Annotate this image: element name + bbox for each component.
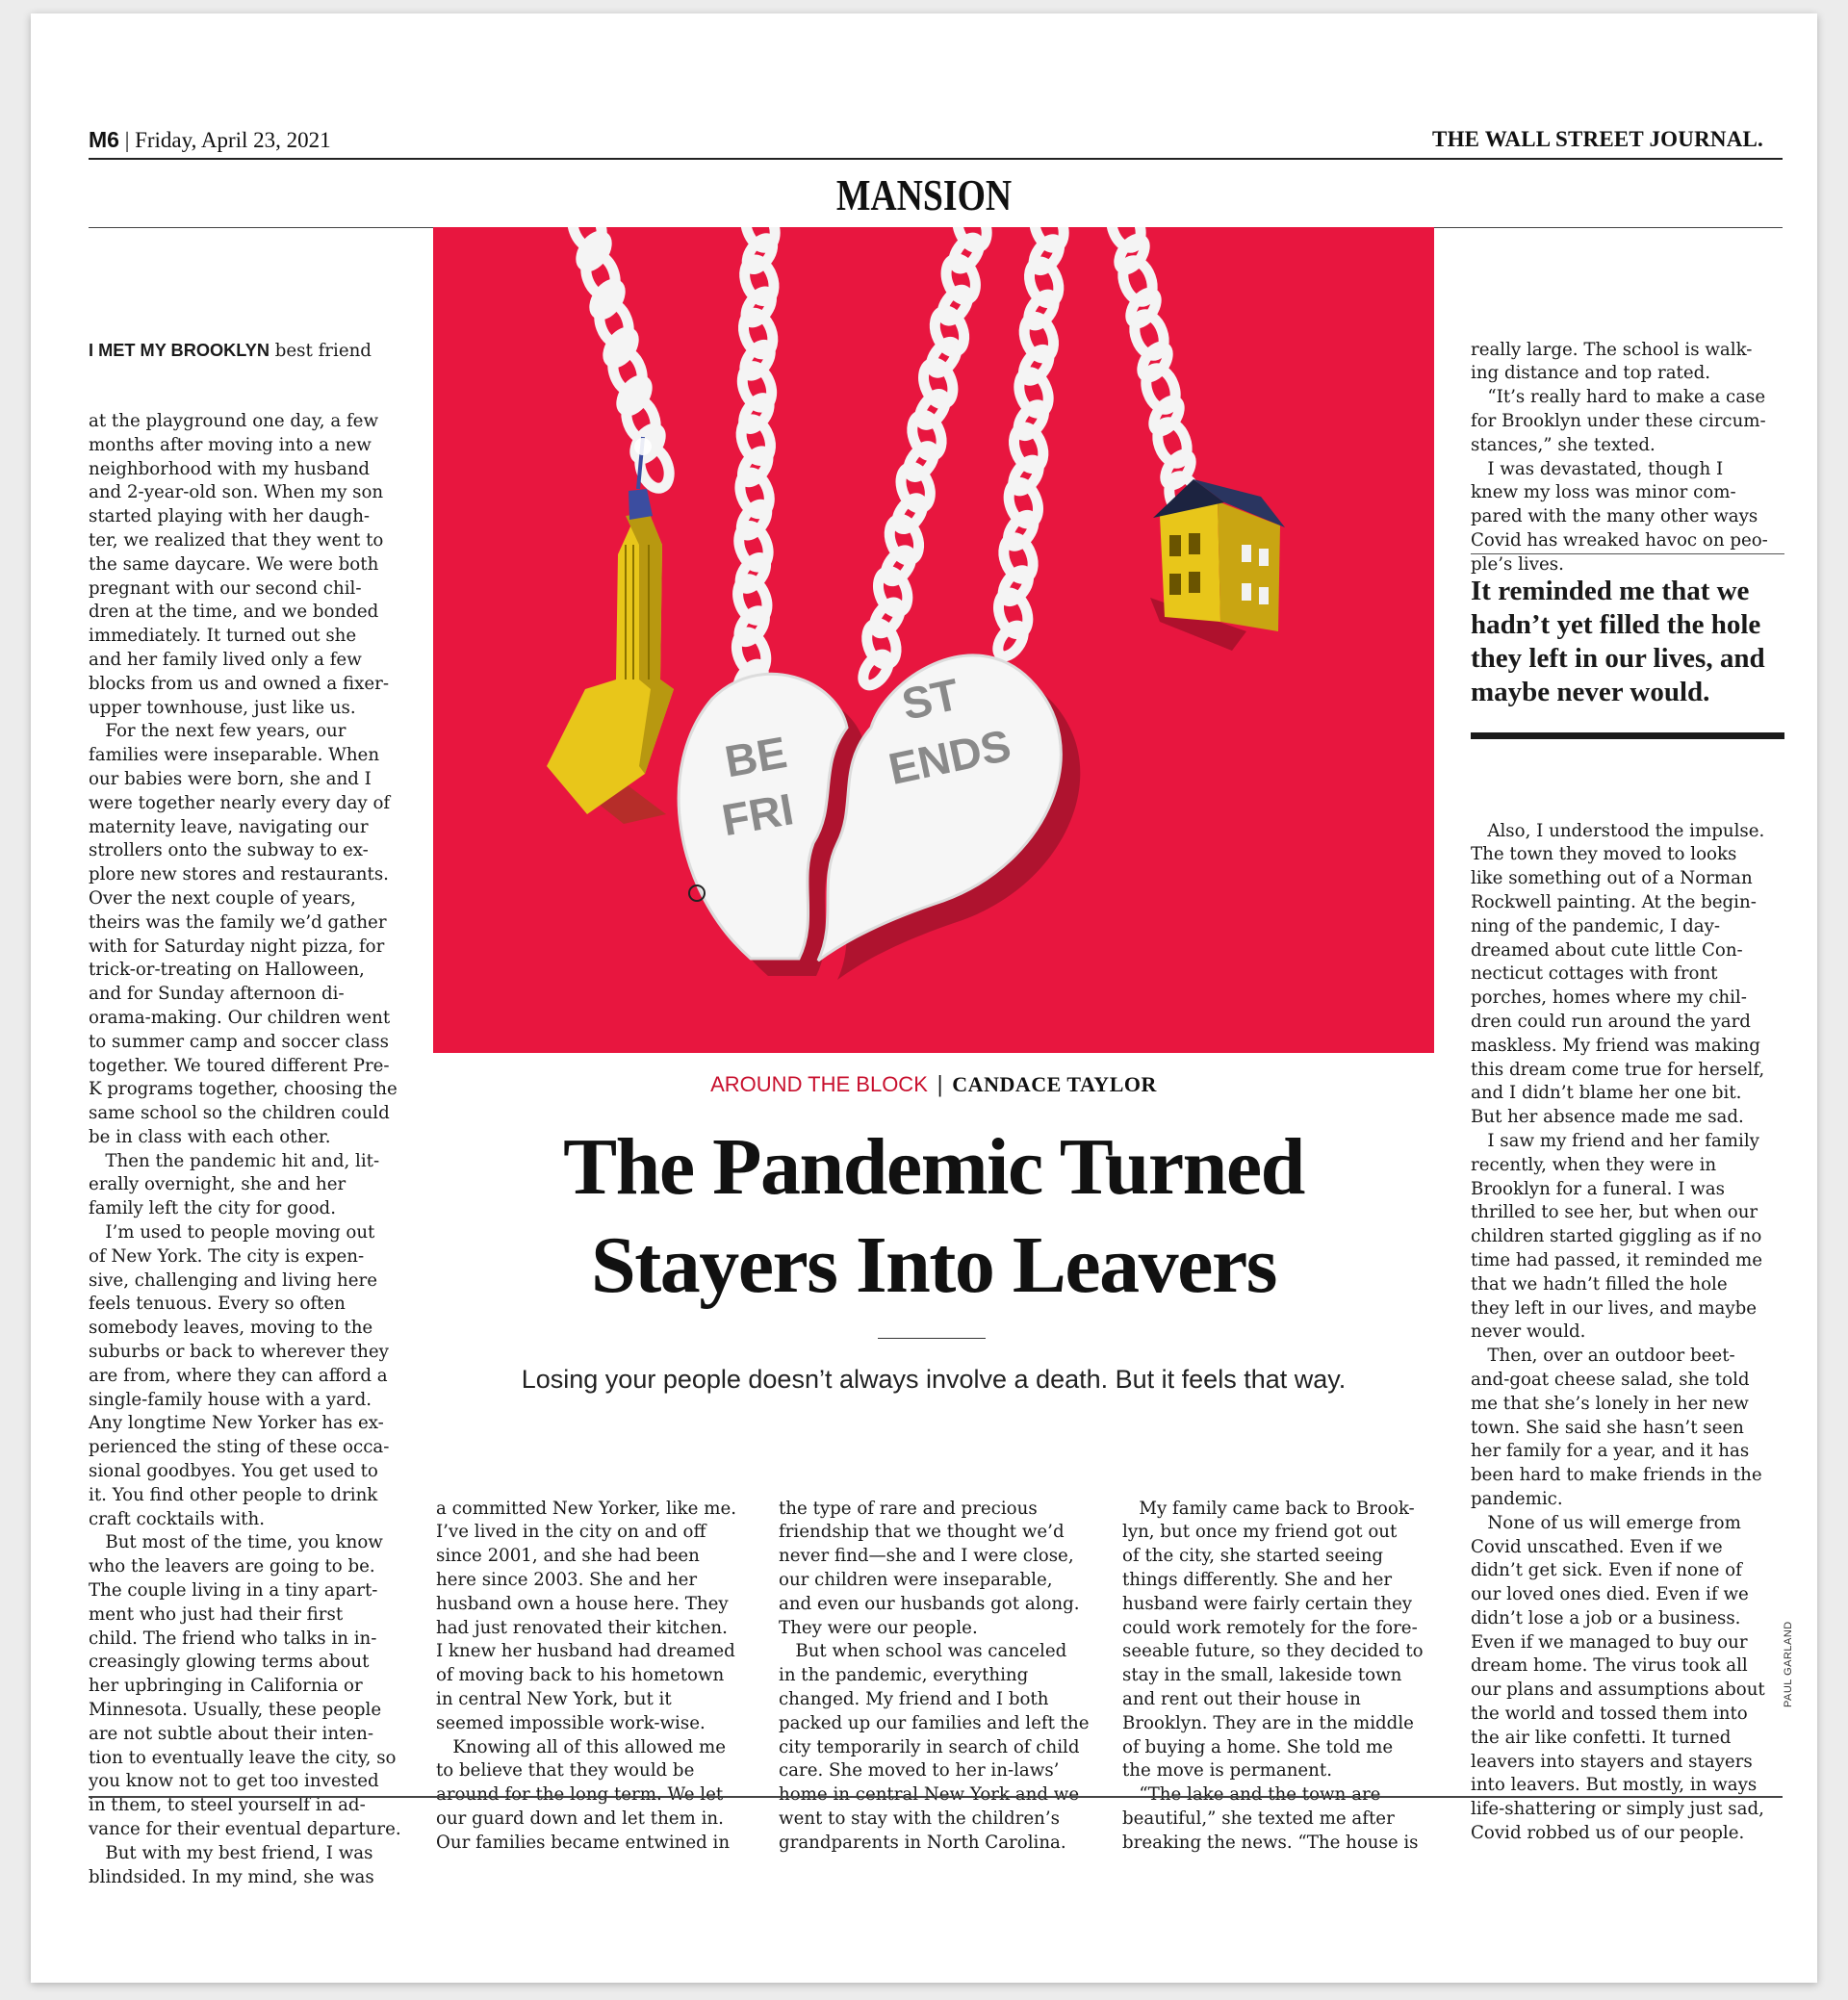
header-rule	[89, 158, 1783, 160]
text-line: Brooklyn for a funeral. I was	[1471, 1178, 1725, 1199]
text-line: a committed New Yorker, like me.	[436, 1498, 737, 1519]
text-line: suburbs or back to wherever they	[89, 1342, 389, 1363]
text-line: didn’t get sick. Even if none of	[1471, 1560, 1742, 1581]
text-line: porches, homes where my chil-	[1471, 987, 1747, 1009]
text-line: trick-or-treating on Halloween,	[89, 960, 365, 981]
text-line: vance for their eventual departure.	[89, 1819, 401, 1839]
text-line: our guard down and let them in.	[436, 1808, 724, 1829]
text-line: I knew her husband had dreamed	[436, 1641, 735, 1662]
text-line: our children were inseparable,	[779, 1569, 1053, 1590]
text-line: in central New York, but it	[436, 1688, 672, 1709]
text-line: ning of the pandemic, I day-	[1471, 915, 1720, 936]
column-kicker: AROUND THE BLOCK	[710, 1072, 928, 1096]
text-line: somebody leaves, moving to the	[89, 1318, 373, 1339]
text-line: sive, challenging and living here	[89, 1269, 377, 1291]
text-line: But with my best friend, I was	[89, 1842, 373, 1863]
text-line: they left in our lives, and maybe	[1471, 1297, 1758, 1319]
text-line: and 2-year-old son. When my son	[89, 482, 384, 503]
right-bottom-body	[1471, 820, 1765, 1846]
text-line: Over the next couple of years,	[89, 887, 356, 909]
text-line: our plans and assumptions about	[1471, 1679, 1765, 1701]
text-line: together. We toured different Pre-	[89, 1055, 390, 1076]
text-line: been hard to make friends in the	[1471, 1465, 1762, 1486]
text-line: beautiful,” she texted me after	[1122, 1808, 1395, 1829]
text-line: The town they moved to looks	[1471, 844, 1737, 865]
yellow-house-charm	[1150, 479, 1285, 651]
text-line: this dream come true for herself,	[1471, 1059, 1765, 1080]
text-line: be in class with each other.	[89, 1126, 331, 1147]
text-line: to believe that they would be	[436, 1760, 695, 1782]
text-line: dren could run around the yard	[1471, 1011, 1751, 1032]
text-line: it. You find other people to drink	[89, 1484, 378, 1505]
text-line: went to stay with the children’s	[779, 1808, 1060, 1829]
text-line: same school so the children could	[89, 1103, 390, 1124]
text-line: I saw my friend and her family	[1471, 1130, 1759, 1151]
text-line: recently, when they were in	[1471, 1154, 1717, 1175]
text-line: that we hadn’t filled the hole	[1471, 1273, 1728, 1295]
text-line: But most of the time, you know	[89, 1532, 383, 1553]
text-line: ter, we realized that they went to	[89, 529, 384, 551]
text-line: They were our people.	[779, 1617, 978, 1638]
text-line: leavers into stayers and stayers	[1471, 1751, 1753, 1772]
text-line: necticut cottages with front	[1471, 963, 1718, 985]
text-line: of moving back to his hometown	[436, 1665, 725, 1686]
text-line: seemed impossible work-wise.	[436, 1712, 706, 1733]
text-line: of New York. The city is expen-	[89, 1245, 365, 1267]
text-line: ing distance and top rated.	[1471, 363, 1711, 384]
text-line: tion to eventually leave the city, so	[89, 1747, 397, 1768]
text-line: Also, I understood the impulse.	[1471, 820, 1765, 841]
text-line: I was devastated, though I	[1471, 458, 1724, 479]
text-line: immediately. It turned out she	[89, 626, 357, 647]
right-heart-line-2: ENDS	[884, 719, 1015, 795]
lead-in: I MET MY BROOKLYN	[89, 340, 270, 360]
text-line: friendship that we thought we’d	[779, 1522, 1065, 1543]
friendship-necklace-illustration	[433, 227, 1434, 1053]
text-line: in them, to steel yourself in ad-	[89, 1795, 366, 1816]
text-line: families were inseparable. When	[89, 745, 380, 766]
text-line: the air like confetti. It turned	[1471, 1727, 1732, 1748]
kicker-byline	[433, 1072, 1434, 1097]
text-line: the type of rare and precious	[779, 1498, 1038, 1519]
text-line: Covid has wreaked havoc on peo-	[1471, 529, 1768, 551]
text-line: blocks from us and owned a fixer-	[89, 673, 389, 694]
text-line: K programs together, choosing the	[89, 1079, 398, 1100]
first-line-text: best friend	[269, 340, 372, 361]
text-line: Then the pandemic hit and, lit-	[89, 1150, 380, 1171]
text-line: are from, where they can afford a	[89, 1365, 388, 1386]
text-line: her upbringing in California or	[89, 1676, 363, 1697]
article-column-center-2	[779, 1449, 1089, 1903]
text-line: perienced the sting of these occa-	[89, 1437, 390, 1458]
text-line: upper townhouse, just like us.	[89, 697, 356, 718]
text-line: creasingly glowing terms about	[89, 1652, 370, 1673]
center-1-body	[436, 1498, 736, 1856]
text-line: care. She moved to her in-laws’	[779, 1760, 1060, 1782]
left-heart-line-1: BE	[721, 727, 791, 787]
text-line: our loved ones died. Even if we	[1471, 1584, 1749, 1605]
kicker-separator: |	[936, 1073, 944, 1097]
pull-quote: It reminded me that we hadn’t yet filled the hole they left in our lives, and maybe never would.	[1471, 576, 1765, 707]
text-line: of buying a home. She told me	[1122, 1736, 1394, 1757]
footer-rule	[89, 1796, 1783, 1798]
text-line: dren at the time, and we bonded	[89, 602, 379, 623]
text-line: “It’s really hard to make a case	[1471, 387, 1766, 408]
left-heart-line-2: FRI	[718, 783, 798, 846]
text-line: grandparents in North Carolina.	[779, 1832, 1066, 1853]
illustration-credit: PAUL GARLAND	[1783, 1621, 1794, 1707]
publication-name: THE WALL STREET JOURNAL.	[1432, 127, 1763, 151]
text-line: the move is permanent.	[1122, 1760, 1332, 1782]
folio: M6 | Friday, April 23, 2021	[89, 127, 331, 152]
text-line: here since 2003. She and her	[436, 1569, 698, 1590]
right-heart-line-1: ST	[897, 668, 963, 730]
text-line: who the leavers are going to be.	[89, 1556, 375, 1577]
text-line: children started giggling as if no	[1471, 1226, 1762, 1247]
text-line: never would.	[1471, 1321, 1586, 1343]
text-line: breaking the news. “The house is	[1122, 1832, 1419, 1853]
text-line: changed. My friend and I both	[779, 1688, 1049, 1709]
text-line: ment who just had their first	[89, 1603, 344, 1625]
text-line: were together nearly every day of	[89, 792, 391, 813]
text-line: into leavers. But mostly, in ways	[1471, 1775, 1758, 1796]
text-line: city temporarily in search of child	[779, 1736, 1080, 1757]
text-line: me that she’s lonely in her new	[1471, 1393, 1749, 1414]
text-line: husband were fairly certain they	[1122, 1593, 1413, 1614]
text-line: erally overnight, she and her	[89, 1174, 346, 1195]
text-line: with for Saturday night pizza, for	[89, 936, 385, 957]
section-title: MANSION	[835, 170, 1013, 219]
text-line: things differently. She and her	[1122, 1569, 1393, 1590]
text-line: But her absence made me sad.	[1471, 1107, 1744, 1128]
text-line: since 2001, and she had been	[436, 1546, 700, 1567]
page-number: M6	[89, 127, 119, 152]
text-line: strollers onto the subway to ex-	[89, 840, 369, 861]
center-3-body	[1122, 1498, 1424, 1856]
right-top-body	[1471, 339, 1768, 577]
text-line: lyn, but once my friend got out	[1122, 1522, 1398, 1543]
text-line: had just renovated their kitchen.	[436, 1617, 728, 1638]
text-line: maskless. My friend was making	[1471, 1035, 1760, 1056]
text-line: I’ve lived in the city on and off	[436, 1522, 706, 1543]
issue-date: Friday, April 23, 2021	[135, 128, 331, 152]
text-line: dreamed about cute little Con-	[1471, 939, 1743, 961]
text-line: orama-making. Our children went	[89, 1007, 391, 1028]
left-column-body	[89, 410, 401, 1889]
text-line: child. The friend who talks in in-	[89, 1628, 377, 1649]
text-line: sional goodbyes. You get used to	[89, 1461, 378, 1482]
pullquote-rule-top	[1471, 553, 1784, 554]
text-line: Then, over an outdoor beet-	[1471, 1346, 1735, 1367]
text-line: and her family lived only a few	[89, 649, 362, 670]
text-line: None of us will emerge from	[1471, 1512, 1741, 1533]
text-line: didn’t lose a job or a business.	[1471, 1607, 1741, 1628]
text-line: started playing with her daugh-	[89, 506, 371, 527]
text-line: ple’s lives.	[1471, 553, 1564, 575]
text-line: maternity leave, navigating our	[89, 816, 369, 837]
article-column-right-bottom	[1471, 772, 1765, 1893]
text-line: pregnant with our second chil-	[89, 577, 362, 599]
text-line: feels tenuous. Every so often	[89, 1294, 346, 1315]
newspaper-page	[31, 13, 1817, 1983]
text-line: theirs was the family we’d gather	[89, 911, 387, 933]
text-line: family left the city for good.	[89, 1198, 336, 1219]
text-line: But when school was canceled	[779, 1641, 1067, 1662]
dek-subheadline: Losing your people doesn’t always involve a death. But it feels that way.	[521, 1365, 1347, 1394]
text-line: for Brooklyn under these circum-	[1471, 410, 1766, 431]
text-line: “The lake and the town are	[1122, 1784, 1381, 1806]
text-line: and-goat cheese salad, she told	[1471, 1369, 1750, 1390]
text-line: her family for a year, and it has	[1471, 1441, 1750, 1462]
text-line: stances,” she texted.	[1471, 434, 1656, 455]
text-line: and rent out their house in	[1122, 1688, 1361, 1709]
text-line: of the city, she started seeing	[1122, 1546, 1384, 1567]
text-line: Knowing all of this allowed me	[436, 1736, 726, 1757]
text-line: plore new stores and restaurants.	[89, 864, 389, 885]
text-line: craft cocktails with.	[89, 1508, 265, 1529]
text-line: town. She said she hasn’t seen	[1471, 1417, 1744, 1438]
text-line: seeable future, so they decided to	[1122, 1641, 1424, 1662]
text-line: and even our husbands got along.	[779, 1593, 1080, 1614]
text-line: and I didn’t blame her one bit.	[1471, 1083, 1742, 1104]
text-line: time had passed, it reminded me	[1471, 1249, 1762, 1270]
text-line: months after moving into a new	[89, 434, 372, 455]
text-line: in the pandemic, everything	[779, 1665, 1029, 1686]
text-line: Brooklyn. They are in the middle	[1122, 1712, 1414, 1733]
text-line: are not subtle about their inten-	[89, 1723, 373, 1744]
text-line: Our families became entwined in	[436, 1832, 731, 1853]
text-line: pandemic.	[1471, 1488, 1563, 1509]
text-line: the world and tossed them into	[1471, 1704, 1748, 1725]
article-column-left	[89, 291, 401, 1937]
text-line: I’m used to people moving out	[89, 1222, 375, 1244]
article-column-center-3	[1122, 1449, 1424, 1903]
text-line: Covid unscathed. Even if we	[1471, 1536, 1723, 1557]
text-line: single-family house with a yard.	[89, 1389, 372, 1410]
text-line: dream home. The virus took all	[1471, 1655, 1748, 1677]
text-line: life-shattering or simply just sad,	[1471, 1799, 1764, 1820]
text-line: the same daycare. We were both	[89, 553, 379, 575]
text-line: Even if we managed to buy our	[1471, 1631, 1748, 1653]
article-column-center-1	[436, 1449, 736, 1903]
text-line: Any longtime New Yorker has ex-	[89, 1413, 384, 1434]
text-line: husband own a house here. They	[436, 1593, 729, 1614]
center-2-body	[779, 1498, 1089, 1856]
text-line: For the next few years, our	[89, 721, 346, 742]
pullquote-rule-bottom	[1471, 732, 1784, 739]
author-byline: CANDACE TAYLOR	[952, 1072, 1157, 1096]
first-line	[89, 339, 401, 363]
text-line: My family came back to Brook-	[1122, 1498, 1415, 1519]
text-line: to summer camp and soccer class	[89, 1031, 389, 1052]
illustration-canvas	[433, 227, 1434, 1053]
text-line: home in central New York and we	[779, 1784, 1080, 1806]
headline-divider	[878, 1338, 986, 1339]
text-line: you know not to get too invested	[89, 1771, 379, 1792]
text-line: thrilled to see her, but when our	[1471, 1202, 1758, 1223]
text-line: packed up our families and left the	[779, 1712, 1090, 1733]
headline-line-2: Stayers Into Leavers	[591, 1220, 1276, 1310]
text-line: never find—she and I were close,	[779, 1546, 1074, 1567]
text-line: stay in the small, lakeside town	[1122, 1665, 1402, 1686]
text-line: could work remotely for the fore-	[1122, 1617, 1418, 1638]
text-line: Minnesota. Usually, these people	[89, 1700, 382, 1721]
text-line: pared with the many other ways	[1471, 506, 1758, 527]
text-line: knew my loss was minor com-	[1471, 482, 1736, 503]
text-line: really large. The school is walk-	[1471, 339, 1753, 360]
text-line: Covid robbed us of our people.	[1471, 1823, 1745, 1844]
text-line: at the playground one day, a few	[89, 410, 379, 431]
text-line: neighborhood with my husband	[89, 458, 371, 479]
headline-line-1: The Pandemic Turned	[563, 1122, 1304, 1212]
text-line: our babies were born, she and I	[89, 768, 372, 789]
text-line: blindsided. In my mind, she was	[89, 1866, 374, 1887]
text-line: and for Sunday afternoon di-	[89, 984, 345, 1005]
text-line: like something out of a Norman	[1471, 868, 1753, 889]
text-line: around for the long term. We let	[436, 1784, 724, 1806]
headline	[433, 1118, 1434, 1315]
text-line: The couple living in a tiny apart-	[89, 1580, 378, 1602]
text-line: Rockwell painting. At the begin-	[1471, 891, 1757, 912]
